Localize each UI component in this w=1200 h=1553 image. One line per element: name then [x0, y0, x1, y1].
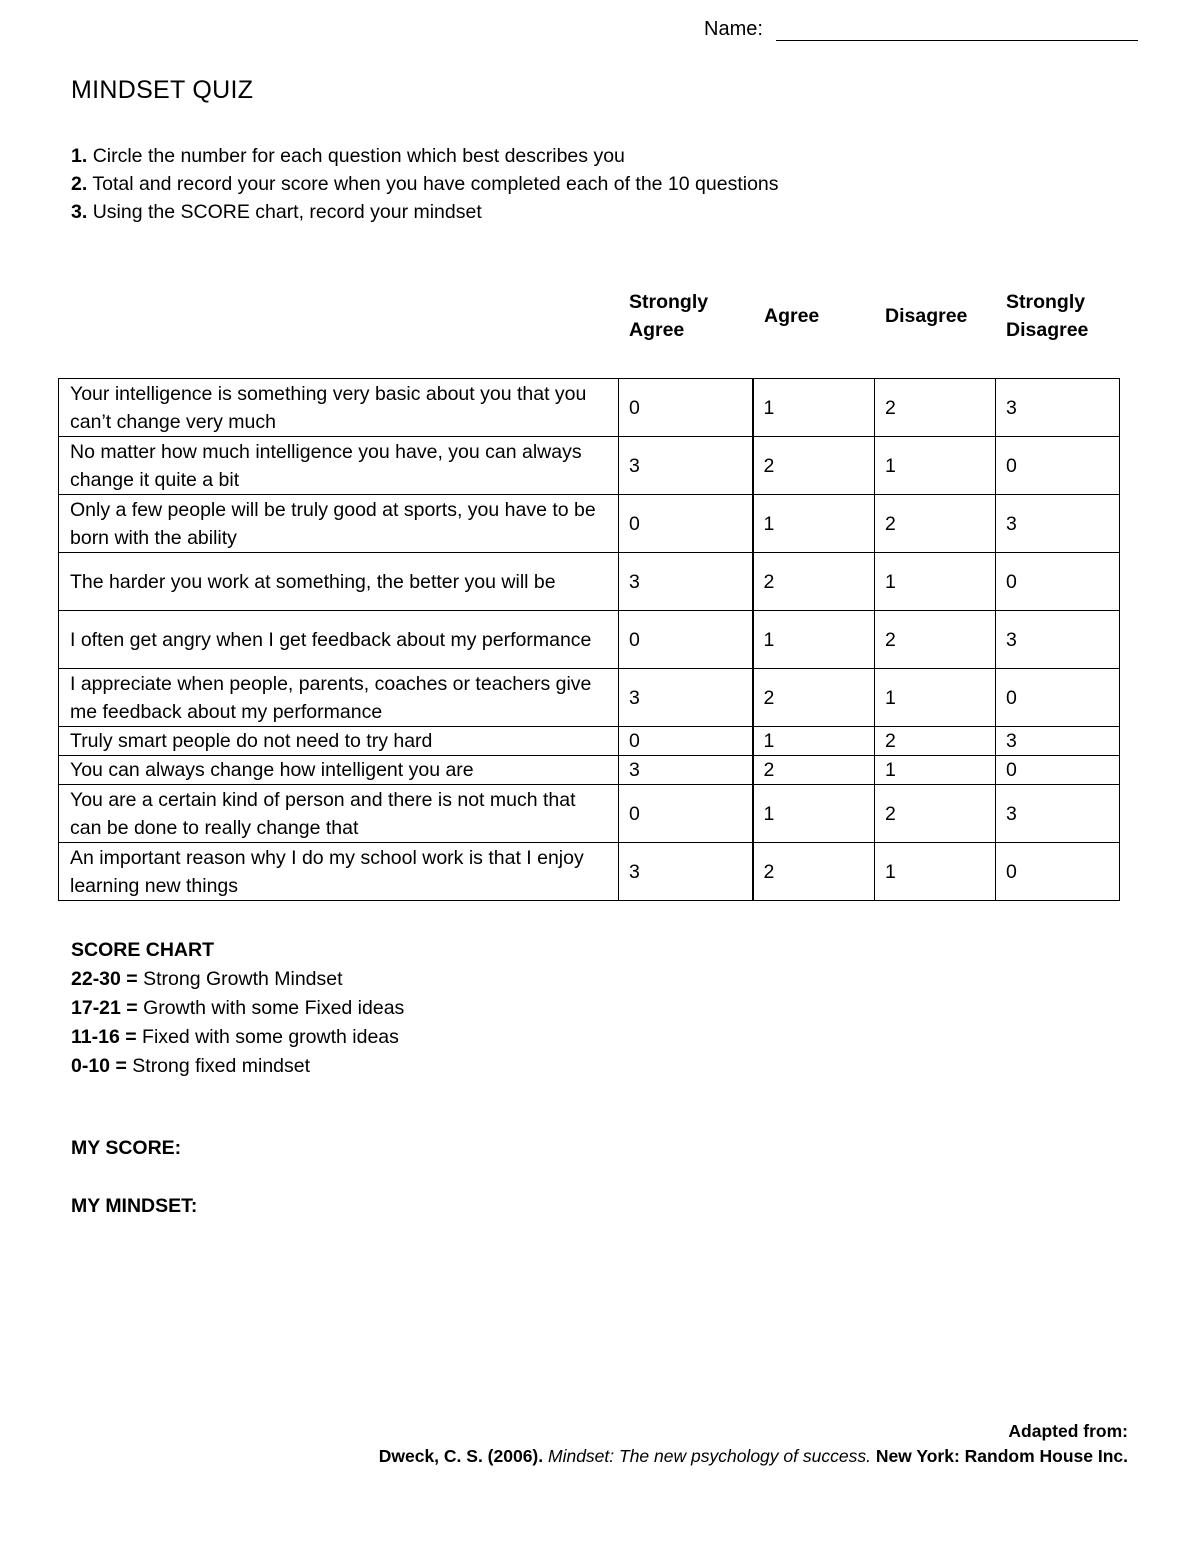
column-header-disagree: Disagree	[885, 305, 968, 327]
score-option[interactable]: 0	[619, 785, 753, 843]
score-option[interactable]: 0	[996, 553, 1120, 611]
instruction-1: 1. Circle the number for each question which best describes you	[71, 145, 625, 167]
score-chart	[71, 936, 404, 1081]
question-text: I appreciate when people, parents, coaches or teachers give me feedback about my performance	[59, 669, 619, 727]
citation	[379, 1446, 1128, 1467]
score-option[interactable]: 1	[875, 843, 996, 901]
question-text: Your intelligence is something very basic about you that you can’t change very much	[59, 379, 619, 437]
score-option[interactable]: 3	[996, 495, 1120, 553]
score-option[interactable]: 1	[875, 756, 996, 785]
score-option[interactable]: 3	[996, 379, 1120, 437]
column-header-strongly-agree: Strongly Agree	[629, 291, 709, 341]
score-option[interactable]: 3	[619, 843, 753, 901]
question-text: You are a certain kind of person and there is not much that can be done to really change that	[59, 785, 619, 843]
question-row	[59, 843, 1120, 901]
question-row	[59, 785, 1120, 843]
score-range: 22-30 = Strong Growth Mindset	[71, 968, 343, 990]
instruction-3: 3. Using the SCORE chart, record your mindset	[71, 201, 482, 223]
score-option[interactable]: 0	[619, 379, 753, 437]
score-option[interactable]: 2	[875, 379, 996, 437]
score-option[interactable]: 1	[753, 785, 875, 843]
question-text: The harder you work at something, the better you will be	[59, 553, 619, 611]
score-chart-heading: SCORE CHART	[71, 939, 215, 961]
question-text: An important reason why I do my school work is that I enjoy learning new things	[59, 843, 619, 901]
name-blank-line[interactable]	[776, 18, 1138, 41]
score-option[interactable]: 2	[875, 785, 996, 843]
my-score-label: MY SCORE:	[71, 1137, 182, 1159]
name-field[interactable]	[704, 18, 763, 41]
score-option[interactable]: 0	[996, 756, 1120, 785]
citation-author: Dweck, C. S. (2006).	[378, 1446, 544, 1466]
score-option[interactable]: 3	[619, 437, 753, 495]
score-option[interactable]: 0	[619, 727, 753, 756]
score-option[interactable]: 1	[875, 553, 996, 611]
score-option[interactable]: 1	[875, 437, 996, 495]
score-option[interactable]: 2	[753, 553, 875, 611]
score-option[interactable]: 2	[875, 611, 996, 669]
question-text: You can always change how intelligent you are	[59, 756, 619, 785]
question-row	[59, 553, 1120, 611]
question-row	[59, 756, 1120, 785]
quiz-table	[58, 378, 1120, 901]
score-option[interactable]: 2	[753, 843, 875, 901]
question-text: I often get angry when I get feedback about my performance	[59, 611, 619, 669]
adapted-from-label: Adapted from:	[1008, 1421, 1128, 1441]
question-text: Truly smart people do not need to try hard	[59, 727, 619, 756]
question-row	[59, 495, 1120, 553]
score-range: 0-10 = Strong fixed mindset	[71, 1055, 311, 1077]
page-title: MINDSET QUIZ	[71, 76, 254, 104]
score-range: 11-16 = Fixed with some growth ideas	[71, 1026, 399, 1048]
question-row	[59, 669, 1120, 727]
instructions	[71, 142, 779, 226]
score-option[interactable]: 1	[753, 611, 875, 669]
score-option[interactable]: 3	[996, 785, 1120, 843]
score-option[interactable]: 2	[753, 437, 875, 495]
score-option[interactable]: 1	[753, 495, 875, 553]
column-header-agree: Agree	[764, 305, 820, 327]
name-label: Name:	[704, 18, 763, 40]
score-option[interactable]: 3	[996, 727, 1120, 756]
citation-title: Mindset: The new psychology of success.	[548, 1446, 871, 1466]
citation-publisher: New York: Random House Inc.	[875, 1446, 1128, 1466]
score-option[interactable]: 0	[996, 843, 1120, 901]
question-text: No matter how much intelligence you have, you can always change it quite a bit	[59, 437, 619, 495]
question-row	[59, 611, 1120, 669]
score-option[interactable]: 1	[875, 669, 996, 727]
score-option[interactable]: 0	[996, 669, 1120, 727]
score-option[interactable]: 1	[753, 727, 875, 756]
score-option[interactable]: 0	[619, 611, 753, 669]
score-option[interactable]: 3	[996, 611, 1120, 669]
score-option[interactable]: 3	[619, 756, 753, 785]
my-mindset-label: MY MINDSET:	[71, 1195, 198, 1217]
score-option[interactable]: 1	[753, 379, 875, 437]
score-option[interactable]: 3	[619, 553, 753, 611]
score-option[interactable]: 2	[875, 495, 996, 553]
score-option[interactable]: 0	[619, 495, 753, 553]
score-range: 17-21 = Growth with some Fixed ideas	[71, 997, 405, 1019]
score-option[interactable]: 0	[996, 437, 1120, 495]
instruction-2: 2. Total and record your score when you have completed each of the 10 questions	[71, 173, 779, 195]
score-option[interactable]: 3	[619, 669, 753, 727]
score-option[interactable]: 2	[875, 727, 996, 756]
column-header-strongly-disagree: Strongly Disagree	[1006, 291, 1089, 341]
score-option[interactable]: 2	[753, 669, 875, 727]
question-row	[59, 379, 1120, 437]
score-option[interactable]: 2	[753, 756, 875, 785]
question-row	[59, 437, 1120, 495]
question-text: Only a few people will be truly good at sports, you have to be born with the ability	[59, 495, 619, 553]
question-row	[59, 727, 1120, 756]
